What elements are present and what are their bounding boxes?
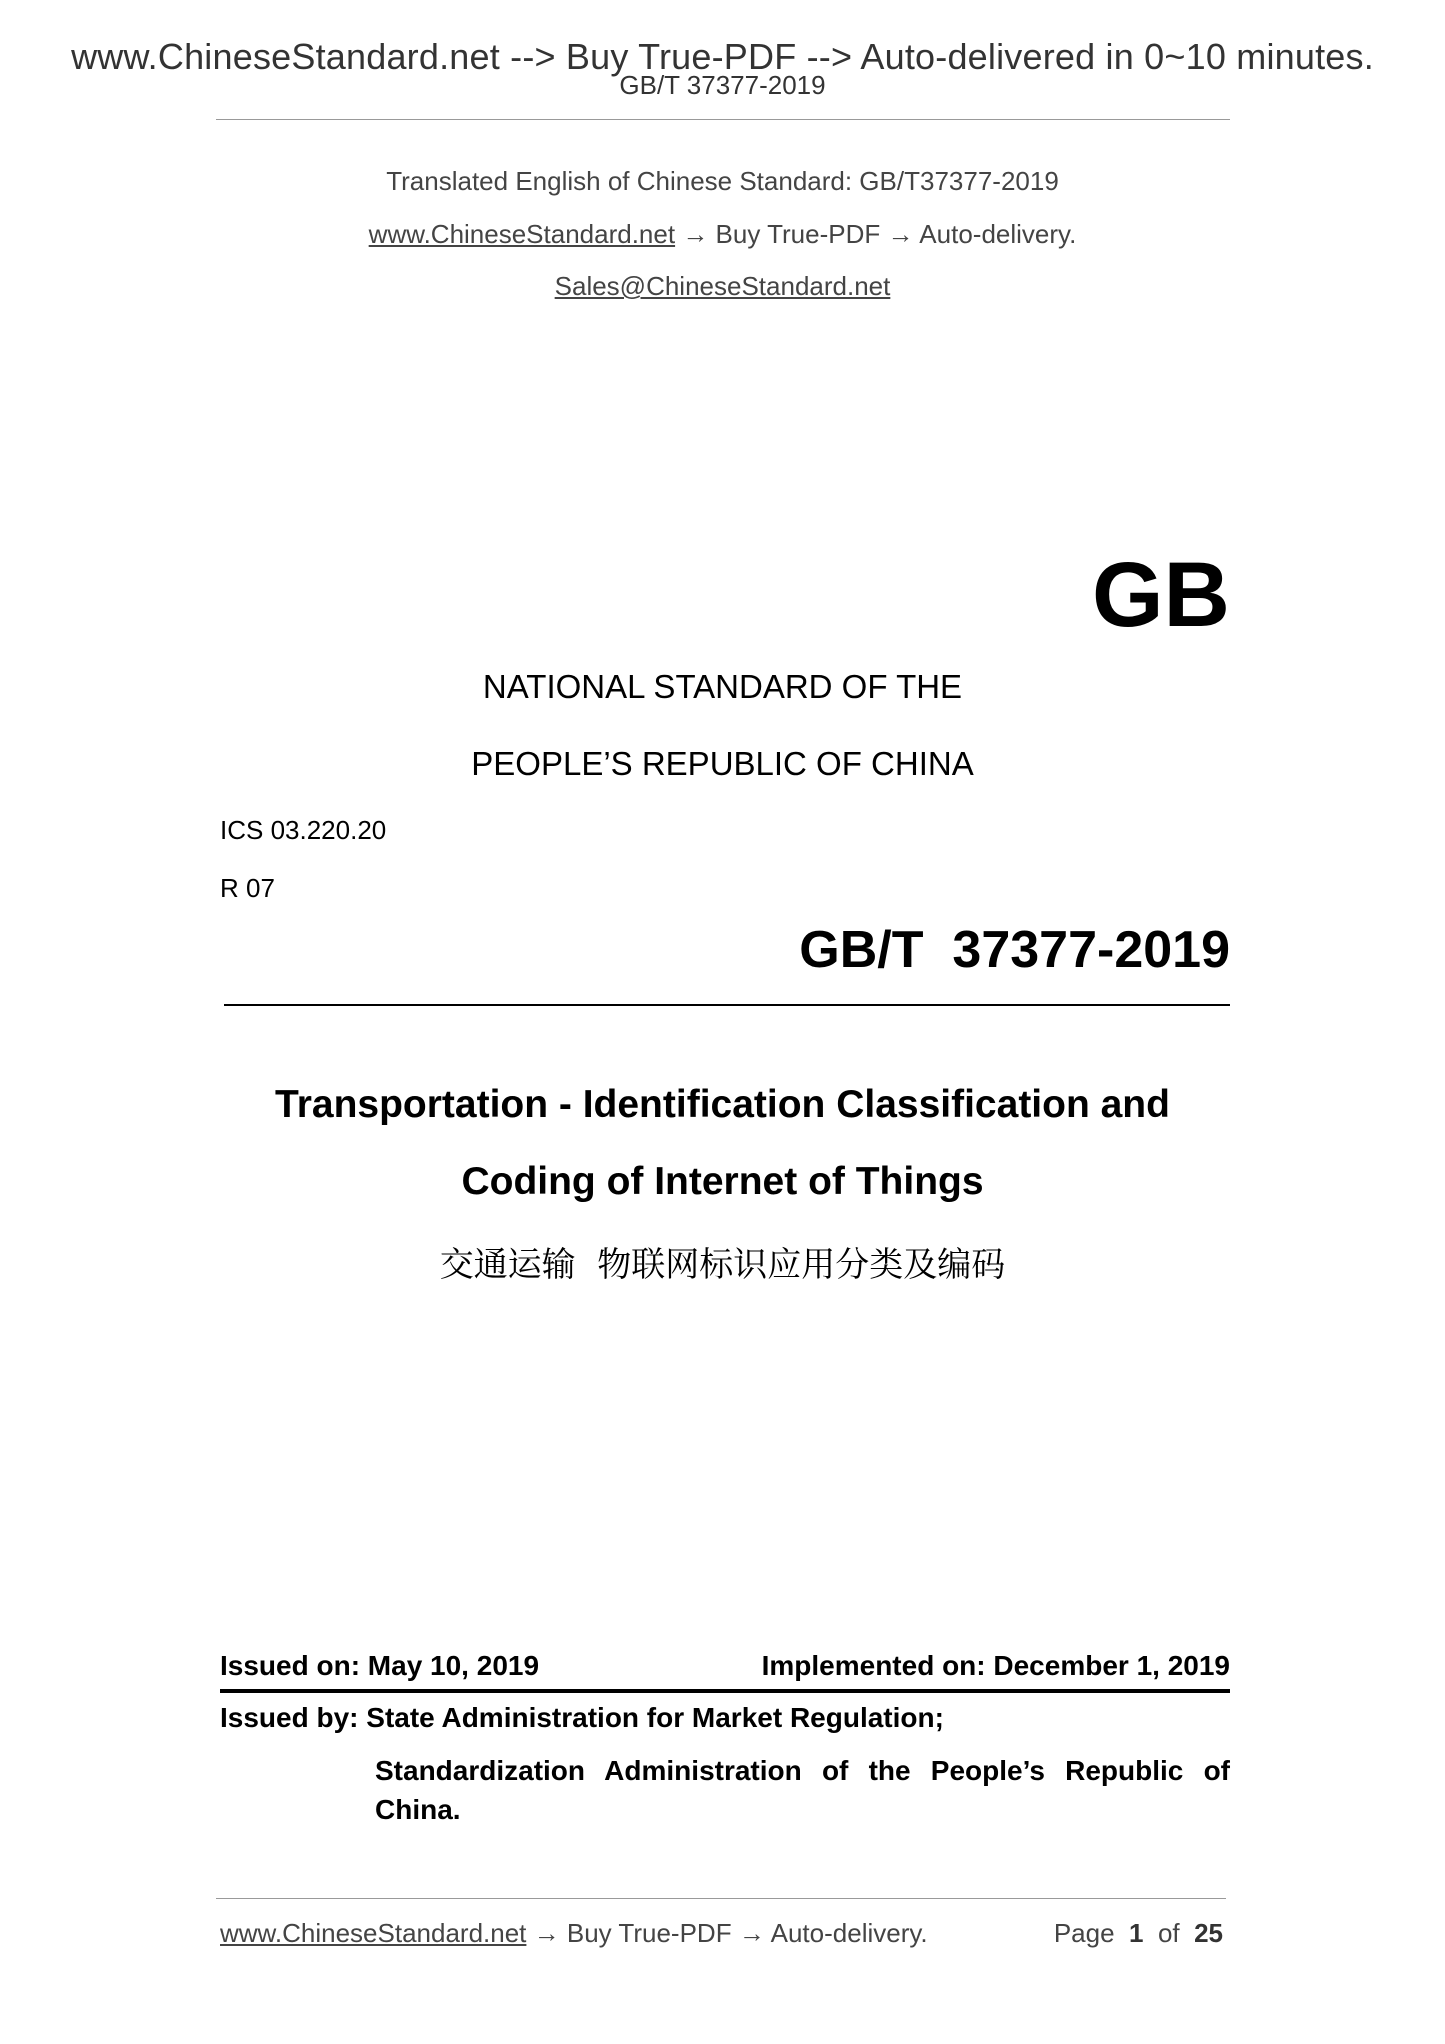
top-banner: www.ChineseStandard.net --> Buy True-PDF --> Auto-delivered in 0~10 minutes. [71,36,1374,77]
of-word: of [1157,1918,1180,1948]
arrow-icon: → [887,219,914,249]
buy-text: Buy True-PDF [715,219,881,249]
arrow-icon: → [682,219,709,249]
arrow-icon: → [738,1918,765,1948]
translation-note: Translated English of Chinese Standard: GB/T37377-2019 [386,166,1059,196]
gb-mark: GB [1092,544,1230,646]
delivery-text: Auto-delivery. [919,219,1077,249]
running-header: GB/T 37377-2019 [619,70,826,100]
ics-code: ICS 03.220.20 [220,815,387,845]
title-divider [224,1004,1230,1006]
issue-divider [220,1689,1230,1693]
header-divider [216,119,1230,120]
national-standard-line1: NATIONAL STANDARD OF THE [482,668,963,705]
page-total: 25 [1194,1918,1223,1948]
issued-by-second-line1: Standardization Administration of the People’s Republic of [375,1755,1230,1786]
chinese-title: 交通运输 物联网标识应用分类及编码 [439,1245,1006,1285]
title-line1: Transportation - Identification Classification and [275,1083,1170,1126]
footer-delivery-text: Auto-delivery. [770,1918,928,1948]
implemented-on: Implemented on: December 1, 2019 [761,1650,1230,1681]
site-link[interactable]: www.ChineseStandard.net [368,219,676,249]
page-word: Page [1053,1918,1115,1948]
arrow-icon: → [533,1918,560,1948]
sales-email-link[interactable]: Sales@ChineseStandard.net [554,271,891,301]
footer-buy-text: Buy True-PDF [566,1918,732,1948]
footer-links [220,1918,928,1949]
issued-on: Issued on: May 10, 2019 [220,1650,540,1681]
issued-by-second-line2: China. [375,1794,461,1825]
national-standard-line2: PEOPLE’S REPUBLIC OF CHINA [471,745,974,782]
purchase-links [0,219,1445,250]
page-number: 1 [1129,1918,1144,1948]
title-line2: Coding of Internet of Things [461,1160,984,1203]
standard-number: GB/T 37377-2019 [799,921,1230,979]
footer-divider [216,1898,1226,1899]
issued-by: Issued by: State Administration for Market Regulation; [220,1702,944,1733]
r-code: R 07 [220,873,275,903]
page-indicator [1054,1918,1223,1949]
footer-site-link[interactable]: www.ChineseStandard.net [220,1918,527,1948]
sales-email [0,271,1445,302]
